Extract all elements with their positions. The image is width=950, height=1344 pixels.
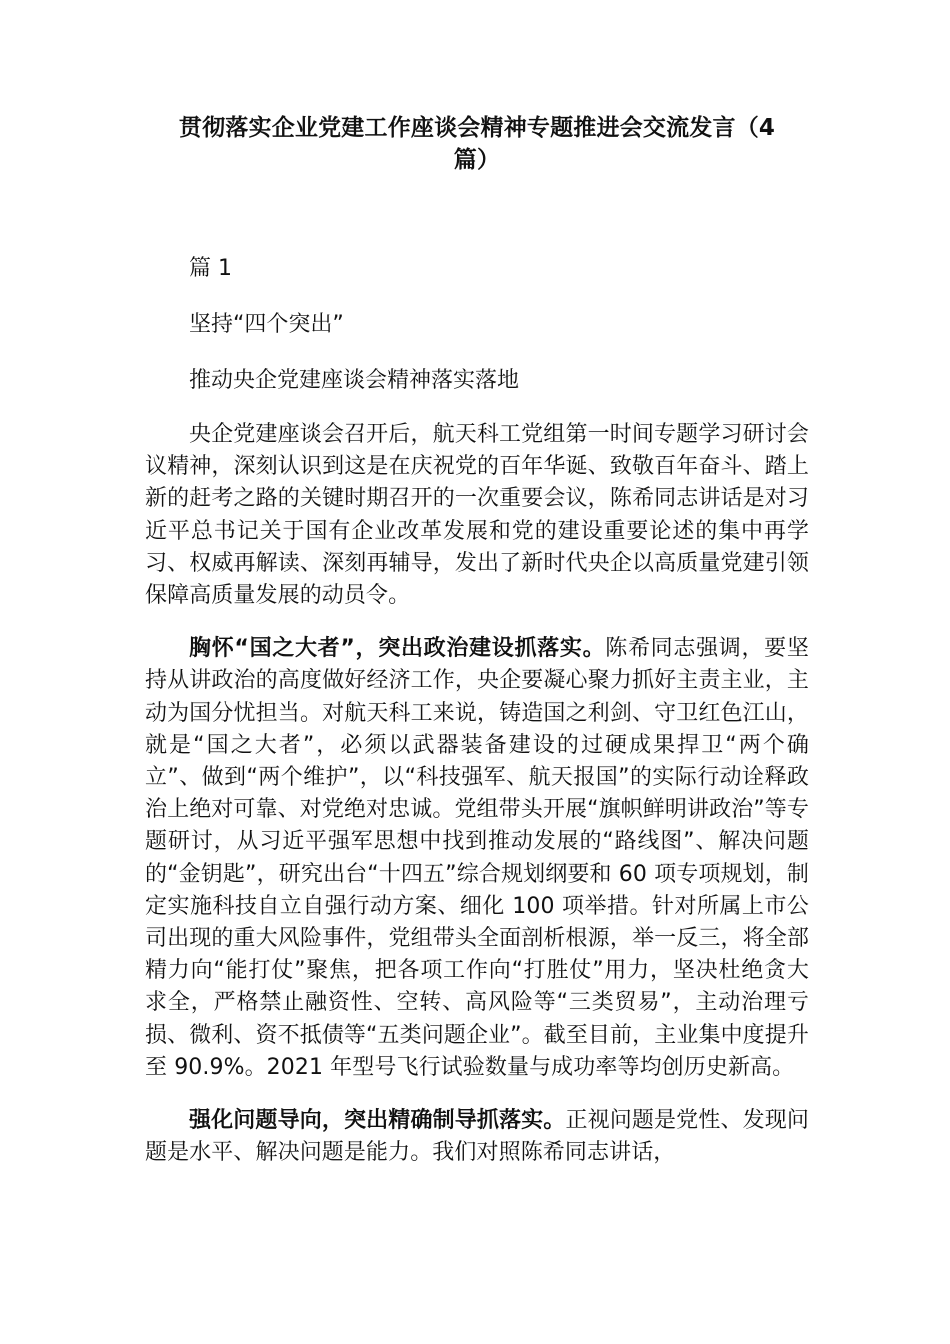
paragraph-body: 陈希同志强调，要坚持从讲政治的高度做好经济工作，央企要凝心聚力抓好主责主业，主动为国分忧担当。对航天科工来说，铸造国之利剑、守卫红色江山，就是“国之大者”，必须以武器装备建设的过硬成果捍卫“两个确立”、做到“两个维护”，以“科技强军、航天报国”的实际行动诠释政治上绝对可靠、对党绝对忠诚。党组带头开展“旗帜鲜明讲政治”等专题研讨，从习近平强军思想中找到推动发展的“路线图”、解决问题的“金钥匙”，研究出台“十四五”综合规划纲要和 60 项专项规划，制定实施科技自立自强行动方案、细化 100 项举措。针对所属上市公司出现的重大风险事件，党组带头全面剖析根源，举一反三，将全部精力向“能打仗”聚焦，把各项工作向“打胜仗”用力，坚决杜绝贪大求全，严格禁止融资性、空转、高风险等“三类贸易”，主动治理亏损、微利、资不抵债等“五类问题企业”。截至目前，主业集中度提升至 90.9%。2021 年型号飞行试验数量与成功率等均创历史新高。 — [145, 636, 809, 1080]
subheading-1: 坚持“四个突出” — [189, 312, 344, 337]
paragraph-3 — [145, 1105, 809, 1169]
paragraph-body: 正视问题是党性、发现问题是水平、解决问题是能力。我们对照陈希同志讲话， — [145, 1108, 809, 1166]
paragraph-body: 央企党建座谈会召开后，航天科工党组第一时间专题学习研讨会议精神，深刻认识到这是在庆祝党的百年华诞、致敬百年奋斗、踏上新的赶考之路的关键时期召开的一次重要会议，陈希同志讲话是对习近平总书记关于国有企业改革发展和党的建设重要论述的集中再学习、权威再解读、深刻再辅导，发出了新时代央企以高质量党建引领保障高质量发展的动员令。 — [145, 422, 809, 609]
section-label: 篇 1 — [189, 256, 232, 281]
paragraph-lead: 强化问题导向，突出精确制导抓落实。 — [189, 1108, 566, 1134]
document-title — [145, 112, 809, 176]
subheading-2: 推动央企党建座谈会精神落实落地 — [189, 368, 520, 393]
document-page — [145, 112, 809, 1169]
paragraph-lead: 胸怀“国之大者”，突出政治建设抓落实。 — [189, 636, 606, 662]
paragraph-1 — [145, 419, 809, 612]
paragraph-2 — [145, 633, 809, 1084]
title-line-2: 篇） — [453, 147, 501, 173]
title-line-1: 贯彻落实企业党建工作座谈会精神专题推进会交流发言（4 — [178, 115, 776, 141]
